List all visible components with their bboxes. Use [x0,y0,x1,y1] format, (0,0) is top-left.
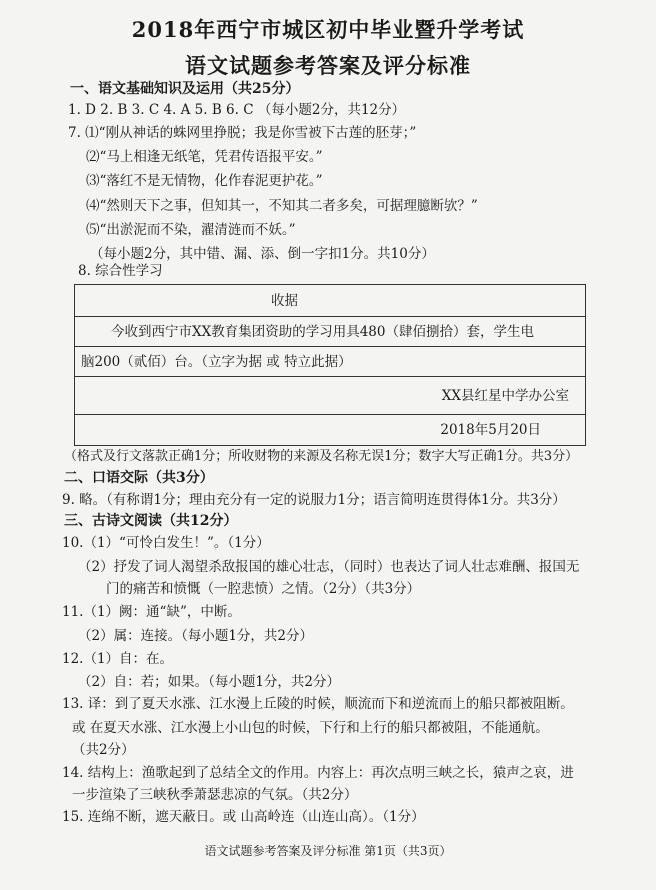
receipt-date: 2018年5月20日 [440,422,541,438]
receipt-date-row [75,415,585,445]
answer-11-1: 11.（1）阙：通“缺”，中断。 [62,604,241,620]
receipt-heading-row [75,285,585,317]
answer-7-4: ⑷“然则天下之事，但知其一，不知其二者多矣，可据理臆断欤？” [86,198,478,214]
answer-12-1: 12.（1）自：在。 [62,651,174,667]
answer-12-2: （2）自：若；如果。（每小题1分，共2分） [78,674,341,690]
receipt-heading: 收据 [271,293,298,309]
answer-13-a: 13. 译：到了夏天水涨、江水漫上丘陵的时候，顺流而下和逆流而上的船只都被阻断。 [62,696,574,712]
answer-14-b: 一步渲染了三峡秋季萧瑟悲凉的气氛。（共2分） [72,787,358,803]
answer-10-2b: 门的痛苦和愤慨（一腔悲愤）之情。（2分）（共3分） [106,581,421,597]
answer-10-2a: （2）抒发了词人渴望杀敌报国的雄心壮志，（同时）也表达了词人壮志难酬、报国无 [78,559,580,575]
question-8-label: 8. 综合性学习 [78,263,163,279]
answer-13-c: （共2分） [72,742,135,758]
answer-13-b: 或 在夏天水涨、江水漫上小山包的时候，下行和上行的船只都被阻，不能通航。 [72,720,549,736]
section-3-heading: 三、古诗文阅读（共12分） [64,513,238,529]
answer-7-2: ⑵“马上相逢无纸笔，凭君传语报平安。” [86,149,323,165]
section-1-heading: 一、语文基础知识及运用（共25分） [70,81,300,97]
receipt-body-a: 今收到西宁市XX教育集团资助的学习用具480（肆佰捌拾）套，学生电 [111,324,534,340]
receipt-body-row-2 [75,347,585,377]
receipt-body-row-1 [75,317,585,347]
page-title: 2018年西宁市城区初中毕业暨升学考试 [131,17,525,42]
section-2-heading: 二、口语交际（共3分） [64,470,214,486]
answers-1-6: 1. D 2. B 3. C 4. A 5. B 6. C （每小题2分，共12分） [68,102,406,118]
answer-11-2: （2）属：连接。（每小题1分，共2分） [78,628,314,644]
answer-7-score: （每小题2分，其中错、漏、添、倒一字扣1分。共10分） [90,246,435,262]
receipt-signer: XX县红星中学办公室 [441,388,569,404]
answer-15: 15. 连绵不断，遮天蔽日。或 山高岭连（山连山高）。（1分） [62,809,425,825]
answer-7-5: ⑸“出淤泥而不染，濯清涟而不妖。” [86,222,296,238]
answer-7-3: ⑶“落红不是无情物，化作春泥更护花。” [86,173,323,189]
receipt-box [74,284,586,446]
answer-8-score: （格式及行文落款正确1分；所收财物的来源及名称无误1分；数字大写正确1分。共3分） [64,449,579,464]
receipt-signer-row [75,377,585,415]
answer-7-1: 7. ⑴“刚从神话的蛛网里挣脱；我是你雪被下古莲的胚芽；” [68,125,417,141]
answer-14-a: 14. 结构上：渔歌起到了总结全文的作用。内容上：再次点明三峡之长，猿声之哀，进 [62,765,574,781]
page-footer: 语文试题参考答案及评分标准 第1页（共3页） [204,844,452,858]
answer-9: 9. 略。（有称谓1分；理由充分有一定的说服力1分；语言简明连贯得体1分。共3分） [62,492,566,508]
receipt-body-b: 脑200（贰佰）台。（立字为据 或 特立此据） [81,354,352,370]
answer-10-1: 10.（1）“可怜白发生！”。（1分） [62,535,270,551]
page-subtitle: 语文试题参考答案及评分标准 [185,53,471,78]
